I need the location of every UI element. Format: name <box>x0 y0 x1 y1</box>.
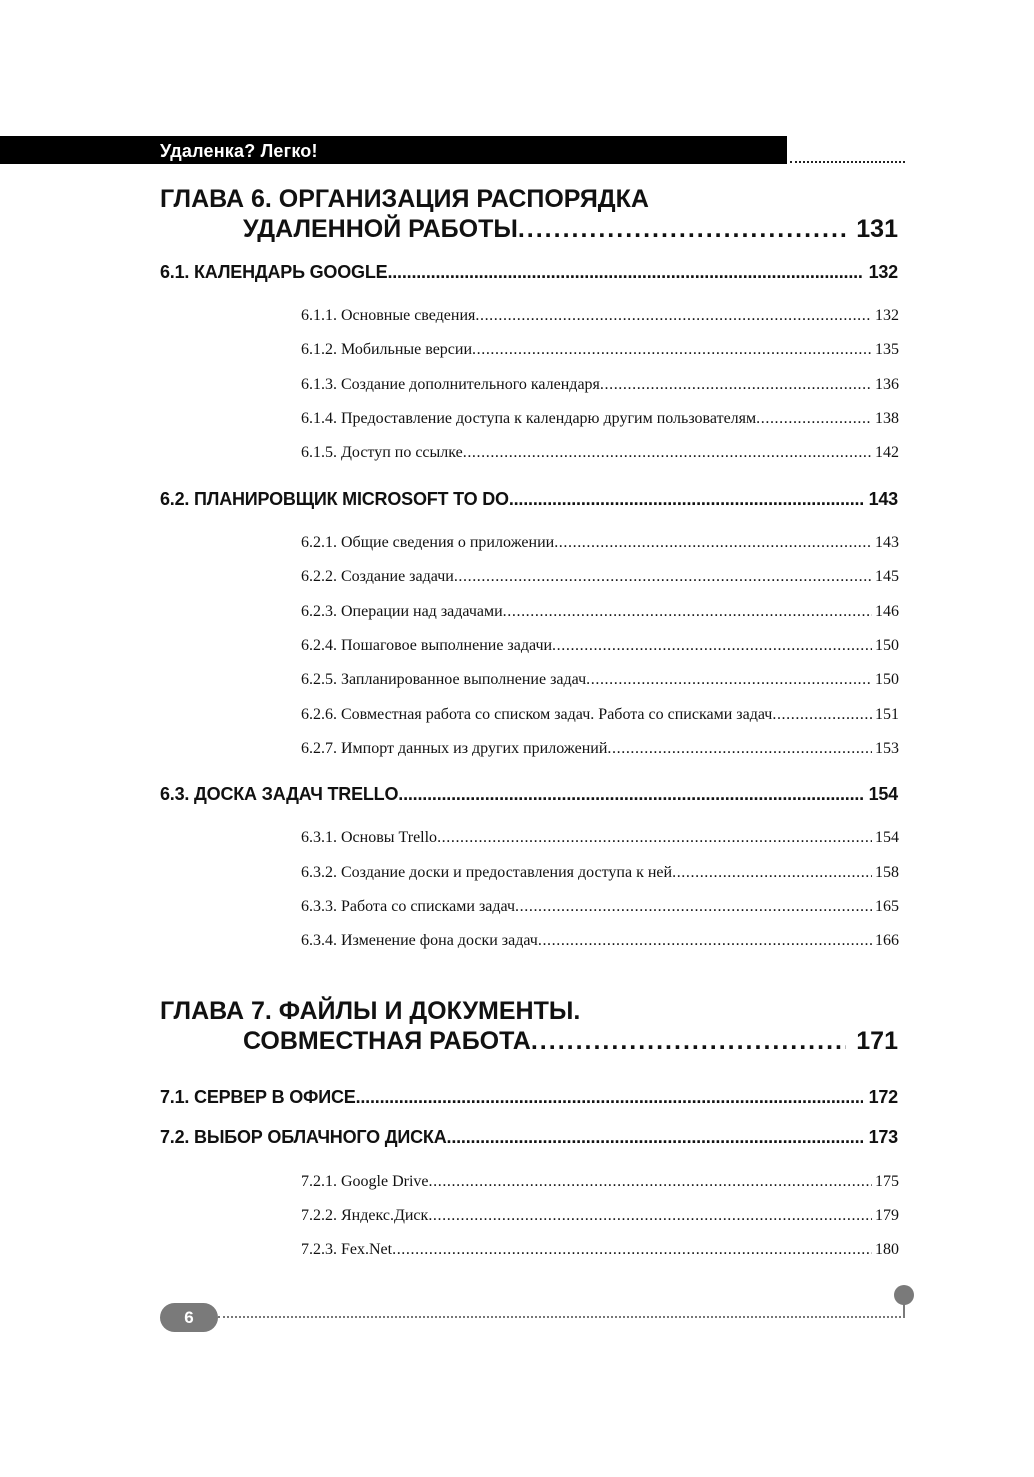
item-label: 6.3.2. Создание доски и предоставления доступа к ней <box>301 864 673 881</box>
dot-leader <box>607 739 872 759</box>
item-page-number: 132 <box>875 307 899 324</box>
item-page-number: 175 <box>875 1173 899 1190</box>
corner-marker-dot <box>894 1285 914 1305</box>
toc-item-6-3-3[interactable] <box>301 897 899 917</box>
item-page-number: 136 <box>875 376 899 393</box>
toc-section-7-2[interactable] <box>160 1126 898 1148</box>
section-page-number: 173 <box>868 1127 898 1147</box>
chapter-7-heading[interactable] <box>160 996 898 1056</box>
item-page-number: 166 <box>875 932 899 949</box>
dot-leader <box>538 931 872 951</box>
toc-section-6-1[interactable] <box>160 261 898 283</box>
chapter-title-line2: УДАЛЕННОЙ РАБОТЫ <box>243 215 518 243</box>
toc-section-6-2[interactable] <box>160 488 898 510</box>
chapter-page-number: 171 <box>856 1027 898 1055</box>
dot-leader <box>437 828 872 848</box>
item-label: 6.2.5. Запланированное выполнение задач <box>301 671 587 688</box>
item-label: 6.3.1. Основы Trello <box>301 829 438 846</box>
toc-item-6-1-5[interactable] <box>301 443 899 463</box>
item-label: 6.2.6. Совместная работа со списком задач. Работа со списками задач <box>301 706 773 723</box>
item-page-number: 180 <box>875 1241 899 1258</box>
item-page-number: 135 <box>875 341 899 358</box>
toc-item-6-3-2[interactable] <box>301 863 899 883</box>
running-header-bar <box>0 136 787 164</box>
item-page-number: 153 <box>875 740 899 757</box>
chapter-title-line2: СОВМЕСТНАЯ РАБОТА <box>243 1027 531 1055</box>
section-page-number: 143 <box>868 489 898 509</box>
dot-leader <box>600 375 872 395</box>
item-label: 6.3.4. Изменение фона доски задач <box>301 932 538 949</box>
item-label: 7.2.3. Fex.Net <box>301 1241 393 1258</box>
chapter-page-number: 131 <box>856 215 898 243</box>
dot-leader <box>554 533 872 553</box>
toc-item-6-2-1[interactable] <box>301 533 899 553</box>
item-page-number: 154 <box>875 829 899 846</box>
dot-leader <box>428 1206 872 1226</box>
item-page-number: 138 <box>875 410 899 427</box>
toc-item-6-2-4[interactable] <box>301 636 899 656</box>
header-dotted-rule <box>790 161 905 163</box>
item-label: 6.2.4. Пошаговое выполнение задачи <box>301 637 553 654</box>
toc-item-6-3-4[interactable] <box>301 931 899 951</box>
item-page-number: 150 <box>875 671 899 688</box>
item-label: 7.2.1. Google Drive <box>301 1173 429 1190</box>
running-header-title: Удаленка? Легко! <box>160 141 318 161</box>
dot-leader <box>392 1240 872 1260</box>
item-label: 6.3.3. Работа со списками задач <box>301 898 516 915</box>
section-page-number: 132 <box>868 262 898 282</box>
item-label: 6.2.2. Создание задачи <box>301 568 454 585</box>
item-page-number: 145 <box>875 568 899 585</box>
item-page-number: 146 <box>875 603 899 620</box>
dot-leader <box>356 1086 863 1108</box>
section-label: 7.1. СЕРВЕР В ОФИСЕ <box>160 1087 356 1107</box>
item-label: 6.2.1. Общие сведения о приложении <box>301 534 555 551</box>
toc-item-6-2-6[interactable] <box>301 705 899 725</box>
item-label: 6.1.1. Основные сведения <box>301 307 476 324</box>
corner-marker-stem <box>903 1303 905 1317</box>
toc-item-7-2-1[interactable] <box>301 1172 899 1192</box>
page-number-badge: 6 <box>160 1303 218 1332</box>
item-label: 7.2.2. Яндекс.Диск <box>301 1207 429 1224</box>
dot-leader <box>503 602 872 622</box>
dot-leader <box>586 670 872 690</box>
item-page-number: 165 <box>875 898 899 915</box>
toc-item-6-2-2[interactable] <box>301 567 899 587</box>
item-label: 6.2.3. Операции над задачами <box>301 603 503 620</box>
toc-section-6-3[interactable] <box>160 783 898 805</box>
chapter-title-line1: ГЛАВА 7. ФАЙЛЫ И ДОКУМЕНТЫ. <box>160 997 581 1025</box>
section-label: 6.1. КАЛЕНДАРЬ GOOGLE <box>160 262 388 282</box>
dot-leader <box>772 705 872 725</box>
dot-leader <box>552 636 872 656</box>
item-label: 6.1.3. Создание дополнительного календаря <box>301 376 600 393</box>
dot-leader <box>447 1126 863 1148</box>
footer-dotted-rule <box>218 1316 905 1318</box>
item-label: 6.1.2. Мобильные версии <box>301 341 473 358</box>
dot-leader <box>472 340 872 360</box>
dot-leader <box>518 214 846 244</box>
toc-item-6-2-5[interactable] <box>301 670 899 690</box>
toc-item-6-3-1[interactable] <box>301 828 899 848</box>
dot-leader <box>398 783 862 805</box>
toc-item-7-2-2[interactable] <box>301 1206 899 1226</box>
item-page-number: 142 <box>875 444 899 461</box>
toc-item-6-1-2[interactable] <box>301 340 899 360</box>
item-page-number: 151 <box>875 706 899 723</box>
dot-leader <box>429 1172 872 1192</box>
toc-section-7-1[interactable] <box>160 1086 898 1108</box>
dot-leader <box>515 897 872 917</box>
dot-leader <box>387 261 862 283</box>
toc-item-6-2-7[interactable] <box>301 739 899 759</box>
item-page-number: 158 <box>875 864 899 881</box>
item-label: 6.1.5. Доступ по ссылке <box>301 444 463 461</box>
section-page-number: 154 <box>868 784 898 804</box>
dot-leader <box>475 306 872 326</box>
toc-item-6-1-1[interactable] <box>301 306 899 326</box>
section-label: 6.3. ДОСКА ЗАДАЧ TRELLO <box>160 784 399 804</box>
section-label: 6.2. ПЛАНИРОВЩИК MICROSOFT TO DO <box>160 489 509 509</box>
section-label: 7.2. ВЫБОР ОБЛАЧНОГО ДИСКА <box>160 1127 447 1147</box>
item-label: 6.1.4. Предоставление доступа к календарю другим пользователям <box>301 410 757 427</box>
dot-leader <box>672 863 872 883</box>
dot-leader <box>509 488 863 510</box>
item-page-number: 143 <box>875 534 899 551</box>
item-page-number: 150 <box>875 637 899 654</box>
toc-item-6-1-4[interactable] <box>301 409 899 429</box>
dot-leader <box>756 409 872 429</box>
toc-item-6-2-3[interactable] <box>301 602 899 622</box>
item-label: 6.2.7. Импорт данных из других приложений <box>301 740 608 757</box>
section-page-number: 172 <box>868 1087 898 1107</box>
chapter-title-line1: ГЛАВА 6. ОРГАНИЗАЦИЯ РАСПОРЯДКА <box>160 185 649 213</box>
dot-leader <box>531 1026 846 1056</box>
toc-item-7-2-3[interactable] <box>301 1240 899 1260</box>
item-page-number: 179 <box>875 1207 899 1224</box>
dot-leader <box>454 567 872 587</box>
dot-leader <box>463 443 872 463</box>
toc-item-6-1-3[interactable] <box>301 375 899 395</box>
chapter-6-heading[interactable] <box>160 184 898 244</box>
